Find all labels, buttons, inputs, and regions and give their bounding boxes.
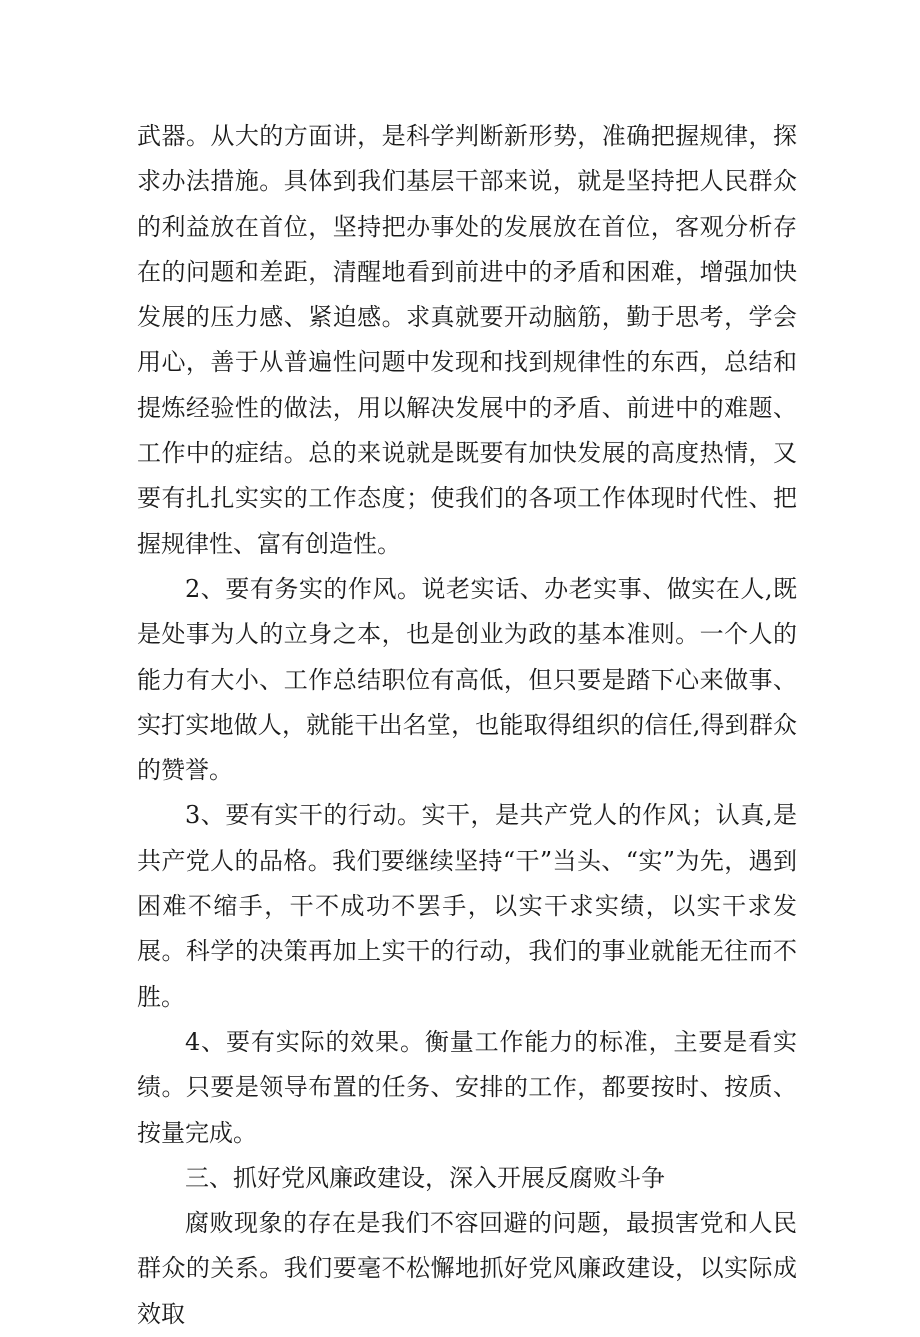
section-heading-3: 三、抓好党风廉政建设，深入开展反腐败斗争	[185, 1163, 665, 1192]
document-body	[137, 114, 797, 1337]
paragraph-anti-corruption: 腐败现象的存在是我们不容回避的问题，最损害党和人民群众的关系。我们要毫不松懈地抓好党风廉政建设，以实际成效取	[137, 1209, 797, 1328]
paragraph-continuation: 武器。从大的方面讲，是科学判断新形势，准确把握规律，探求办法措施。具体到我们基层干部来说，就是坚持把人民群众的利益放在首位，坚持把办事处的发展放在首位，客观分析存在的问题和差距，清醒地看到前进中的矛盾和困难，增强加快发展的压力感、紧迫感。求真就要开动脑筋，勤于思考，学会用心，善于从普遍性问题中发现和找到规律性的东西，总结和提炼经验性的做法，用以解决发展中的矛盾、前进中的难题、工作中的症结。总的来说就是既要有加快发展的高度热情，又要有扎扎实实的工作态度；使我们的各项工作体现时代性、把握规律性、富有创造性。	[137, 122, 797, 558]
paragraph-point-3: 3、要有实干的行动。实干，是共产党人的作风；认真,是共产党人的品格。我们要继续坚持“干”当头、“实”为先，遇到困难不缩手，干不成功不罢手，以实干求实绩，以实干求发展。科学的决策再加上实干的行动，我们的事业就能无往而不胜。	[137, 801, 797, 1011]
paragraph-point-2: 2、要有务实的作风。说老实话、办老实事、做实在人,既是处事为人的立身之本，也是创业为政的基本准则。一个人的能力有大小、工作总结职位有高低，但只要是踏下心来做事、实打实地做人，就能干出名堂，也能取得组织的信任,得到群众的赞誉。	[137, 574, 797, 785]
paragraph-point-4: 4、要有实际的效果。衡量工作能力的标准，主要是看实绩。只要是领导布置的任务、安排的工作，都要按时、按质、按量完成。	[137, 1027, 797, 1147]
